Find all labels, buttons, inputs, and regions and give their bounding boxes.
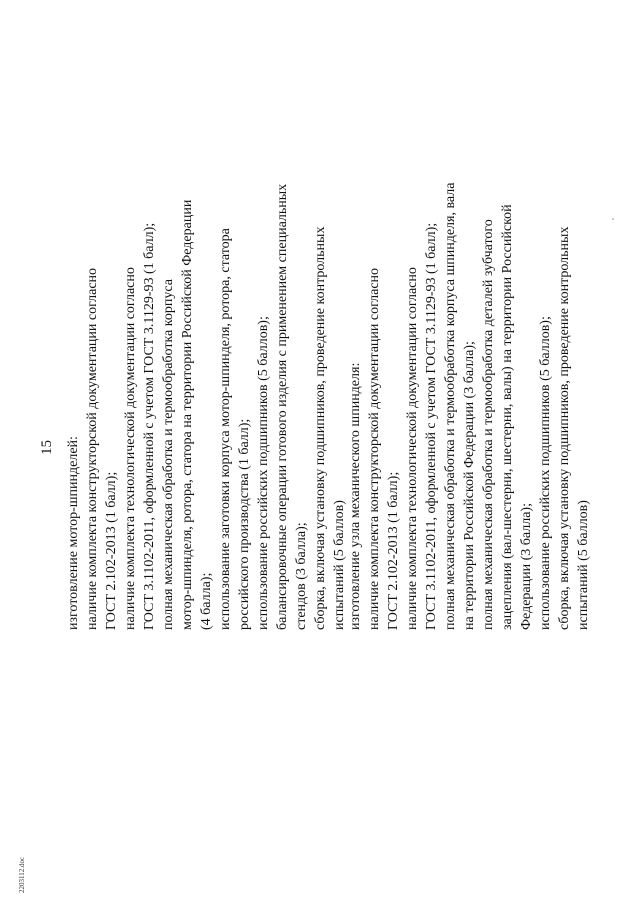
text-line: наличие комплекта технологической документации согласно: [405, 267, 420, 630]
section-mechanical-spindle: [346, 110, 593, 630]
text-line: российского производства (1 балл);: [237, 418, 252, 630]
text-line: полная механическая обработка и термообработка деталей зубчатого: [481, 219, 496, 630]
text-line: сборка, включая установку подшипников, проведение контрольных: [557, 226, 572, 630]
text-line: ГОСТ 2.102-2013 (1 балл);: [104, 471, 119, 630]
text-line: (4 балла);: [199, 572, 214, 630]
text-line: испытаний (5 баллов): [576, 500, 591, 630]
section-motor-spindles: [64, 110, 349, 630]
text-line: балансировочные операции готового изделия с применением специальных: [275, 183, 290, 630]
text-line: ГОСТ 3.1102-2011, оформленной с учетом ГОСТ 3.1129-93 (1 балл);: [142, 222, 157, 630]
text-line: изготовление узла механического шпинделя:: [348, 362, 363, 630]
text-line: зацепления (вал-шестерни, шестерни, валы) на территории Российской: [500, 204, 515, 630]
scan-speck: [612, 218, 614, 220]
text-line: наличие комплекта конструкторской документации согласно: [85, 267, 100, 630]
text-line: ГОСТ 3.1102-2011, оформленной с учетом ГОСТ 3.1129-93 (1 балл);: [424, 222, 439, 630]
page-number: 15: [39, 440, 55, 455]
text-line: наличие комплекта технологической документации согласно: [123, 267, 138, 630]
text-line: использование российских подшипников (5 баллов);: [538, 316, 553, 630]
text-line: изготовление мотор-шпинделей:: [66, 436, 81, 630]
text-line: мотор-шпинделя, ротора, статора на территории Российской Федерации: [180, 199, 195, 630]
text-line: на территории Российской Федерации (3 балла);: [462, 341, 477, 630]
text-line: испытаний (5 баллов): [332, 500, 347, 630]
text-line: ГОСТ 2.102-2013 (1 балл);: [386, 471, 401, 630]
text-line: стендов (3 балла);: [294, 522, 309, 630]
footer-file-code: 2203112.doc: [18, 856, 26, 893]
text-line: использование заготовки корпуса мотор-шпинделя, ротора, статора: [218, 228, 233, 630]
text-line: сборка, включая установку подшипников, проведение контрольных: [313, 226, 328, 630]
text-line: наличие комплекта конструкторской документации согласно: [367, 267, 382, 630]
text-line: полная механическая обработка и термообработка корпуса: [161, 279, 176, 630]
text-line: использование российских подшипников (5 баллов);: [256, 316, 271, 630]
text-line: полная механическая обработка и термообработка корпуса шпинделя, вала: [443, 182, 458, 630]
rotated-content: [39, 30, 591, 630]
text-line: Федерации (3 балла);: [519, 503, 534, 630]
